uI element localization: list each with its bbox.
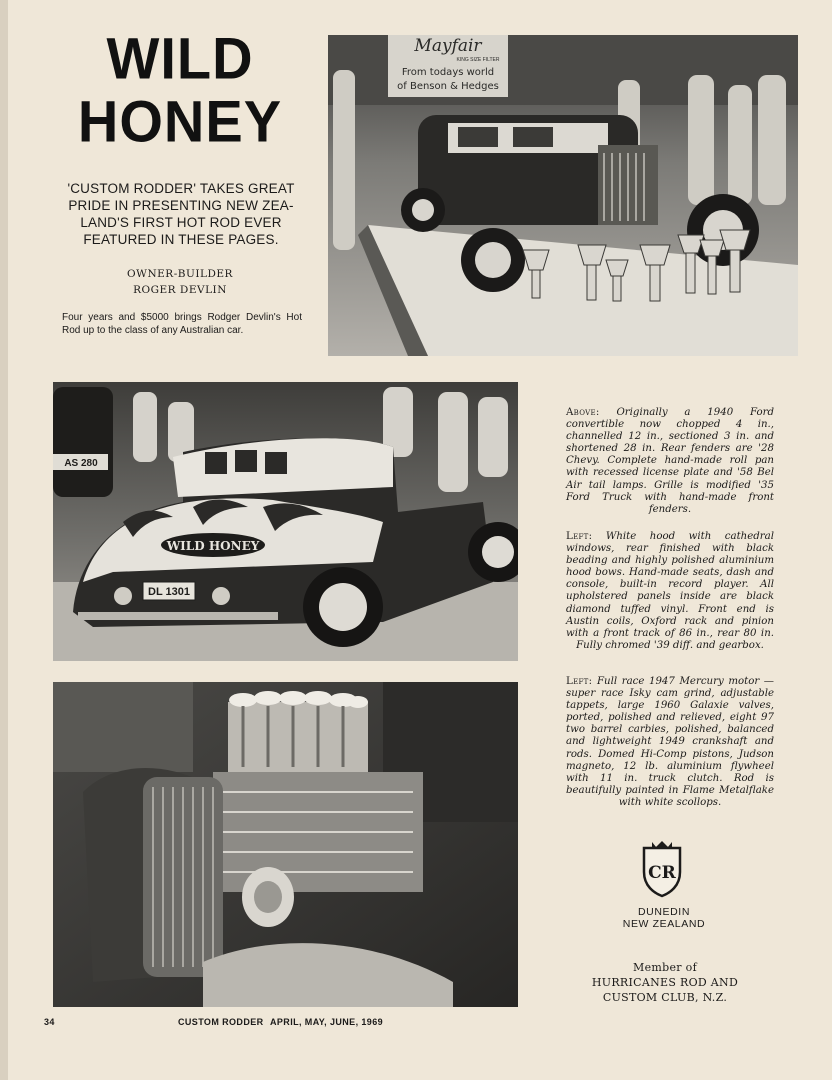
owner-role: OWNER-BUILDER [127, 268, 233, 280]
front-license-plate: DL 1301 [148, 586, 190, 598]
carburetor-stacks [228, 691, 368, 772]
caption-above [566, 407, 774, 516]
caption-text: White hood with cathedral windows, rear finished with black beading and highly polished aluminium hood bows. Hand-made seats, dash and console, built-in record player. All upholstered panels inside are black diamond tuffed vinyl. Front end is Austin coils, Oxford rack and pinion with a front track of 86 in., rear 80 in. Fully chromed '39 diff. and gearbox. [566, 531, 774, 651]
article-title [60, 24, 300, 155]
foliage [53, 682, 193, 772]
caption-lead: Above: [566, 407, 600, 418]
club-city: DUNEDIN [637, 906, 691, 918]
club-membership [560, 960, 770, 1005]
footer-issue: APRIL, MAY, JUNE, 1969 [270, 1017, 384, 1027]
photo-car-show-display [328, 35, 798, 356]
page-binding-edge [0, 0, 8, 1080]
photo-car-front-flames [53, 382, 518, 661]
caption-lead: Left: [566, 531, 593, 542]
crest-letters: CR [648, 863, 676, 883]
car-name-script: WILD HONEY [166, 539, 260, 553]
club-name-line-1: HURRICANES ROD AND [591, 976, 739, 989]
banner-brand: Mayfair [414, 36, 482, 56]
caption-text: Originally a 1940 Ford convertible now chopped 4 in., channelled 12 in., sectioned 3 in. and shortened 28 in. Rear fenders are '28 Chevy. Complete hand-made roll pan with recessed license plate and '58 Bel Air tail lamps. Grille is modified '35 Ford Truck with hand-made front fenders. [566, 407, 774, 515]
banner-line-3: From todays world [401, 67, 495, 78]
member-label: Member of [633, 961, 697, 974]
article-deck: 'CUSTOM RODDER' TAKES GREAT PRIDE IN PRESENTING NEW ZEA-LAND'S FIRST HOT ROD EVER FEATURED IN THESE PAGES. [67, 181, 295, 247]
caption-lead: Left: [566, 676, 593, 687]
club-country: NEW ZEALAND [622, 918, 706, 930]
footer-magazine: CUSTOM RODDER [178, 1017, 264, 1027]
owner-name: ROGER DEVLIN [133, 284, 227, 296]
title-line-1: WILD [106, 24, 254, 92]
club-name-line-2: CUSTOM CLUB, N.Z. [602, 991, 728, 1004]
side-license-plate: AS 280 [64, 458, 98, 469]
page-number: 34 [44, 1017, 55, 1027]
caption-left-engine [566, 676, 774, 809]
banner-tagline: KING SIZE FILTER [456, 57, 500, 63]
caption-left-interior [566, 531, 774, 652]
owner-credit [60, 266, 300, 298]
intro-paragraph: Four years and $5000 brings Rodger Devlin's Hot Rod up to the class of any Australian car. [62, 312, 302, 336]
caption-text: Full race 1947 Mercury motor — super race Isky cam grind, adjustable tappets, large 1960 Galaxie valves, ported, polished and relieved, eight 97 two barrel carbies, polished, balanced and lightweight 1949 crankshaft and rods. Domed Hi-Comp pistons, Judson magneto, 12 lb. aluminium flywheel with 11 in. truck clutch. Rod is beautifully painted in Flame Metalflake with white scollops. [566, 676, 774, 808]
club-crest-icon [638, 838, 686, 898]
club-location [580, 906, 748, 930]
photo-engine-detail [53, 682, 518, 1007]
banner-line-4: of Benson & Hedges [397, 81, 499, 92]
title-line-2: HONEY [77, 87, 283, 155]
parked-car [53, 387, 113, 497]
